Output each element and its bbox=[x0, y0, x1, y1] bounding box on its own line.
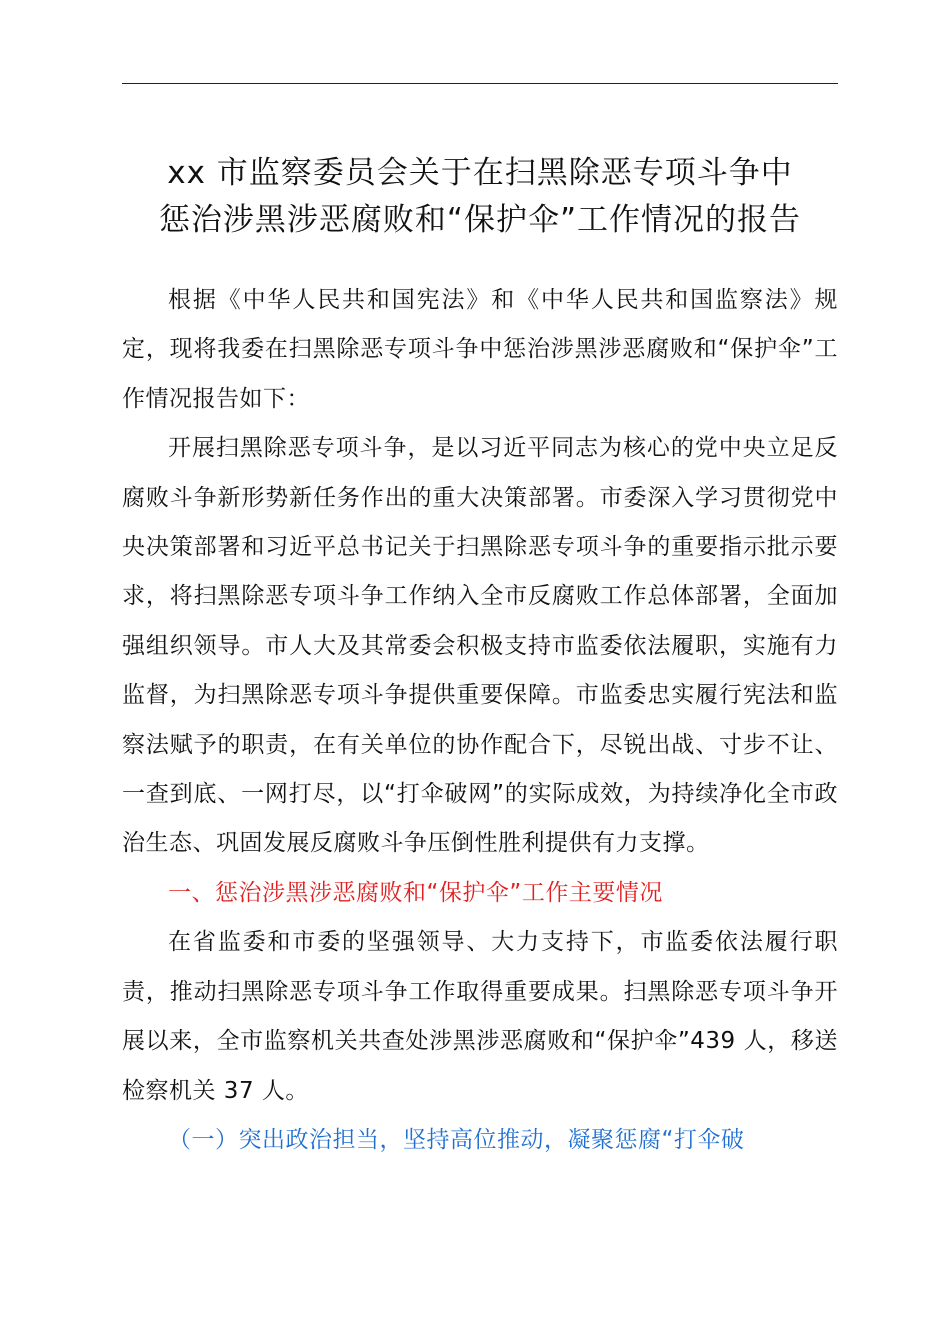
document-title bbox=[122, 150, 838, 244]
section-1-heading: 一、惩治涉黑涉恶腐败和“保护伞”工作主要情况 bbox=[168, 879, 663, 906]
background-paragraph: 开展扫黑除恶专项斗争，是以习近平同志为核心的党中央立足反腐败斗争新形势新任务作出的重大决策部署。市委深入学习贯彻党中央决策部署和习近平总书记关于扫黑除恶专项斗争的重要指示批示要求，将扫黑除恶专项斗争工作纳入全市反腐败工作总体部署，全面加强组织领导。市人大及其常委会积极支持市监委依法履职，实施有力监督，为扫黑除恶专项斗争提供重要保障。市监委忠实履行宪法和监察法赋予的职责，在有关单位的协作配合下，尽锐出战、寸步不让、一查到底、一网打尽，以“打伞破网”的实际成效，为持续净化全市政治生态、巩固发展反腐败斗争压倒性胜利提供有力支撑。 bbox=[122, 435, 838, 857]
header-rule bbox=[122, 83, 838, 84]
document-body bbox=[122, 276, 838, 1165]
title-line-1: xx 市监察委员会关于在扫黑除恶专项斗争中 bbox=[167, 155, 793, 191]
subsection-1-heading: （一）突出政治担当，坚持高位推动，凝聚惩腐“打伞破 bbox=[168, 1126, 745, 1153]
section-1-paragraph: 在省监委和市委的坚强领导、大力支持下，市监委依法履行职责，推动扫黑除恶专项斗争工作取得重要成果。扫黑除恶专项斗争开展以来，全市监察机关共查处涉黑涉恶腐败和“保护伞”439 人，移送检察机关 37 人。 bbox=[122, 929, 838, 1104]
title-line-2: 惩治涉黑涉恶腐败和“保护伞”工作情况的报告 bbox=[158, 202, 802, 238]
intro-paragraph: 根据《中华人民共和国宪法》和《中华人民共和国监察法》规定，现将我委在扫黑除恶专项斗争中惩治涉黑涉恶腐败和“保护伞”工作情况报告如下： bbox=[122, 287, 838, 412]
